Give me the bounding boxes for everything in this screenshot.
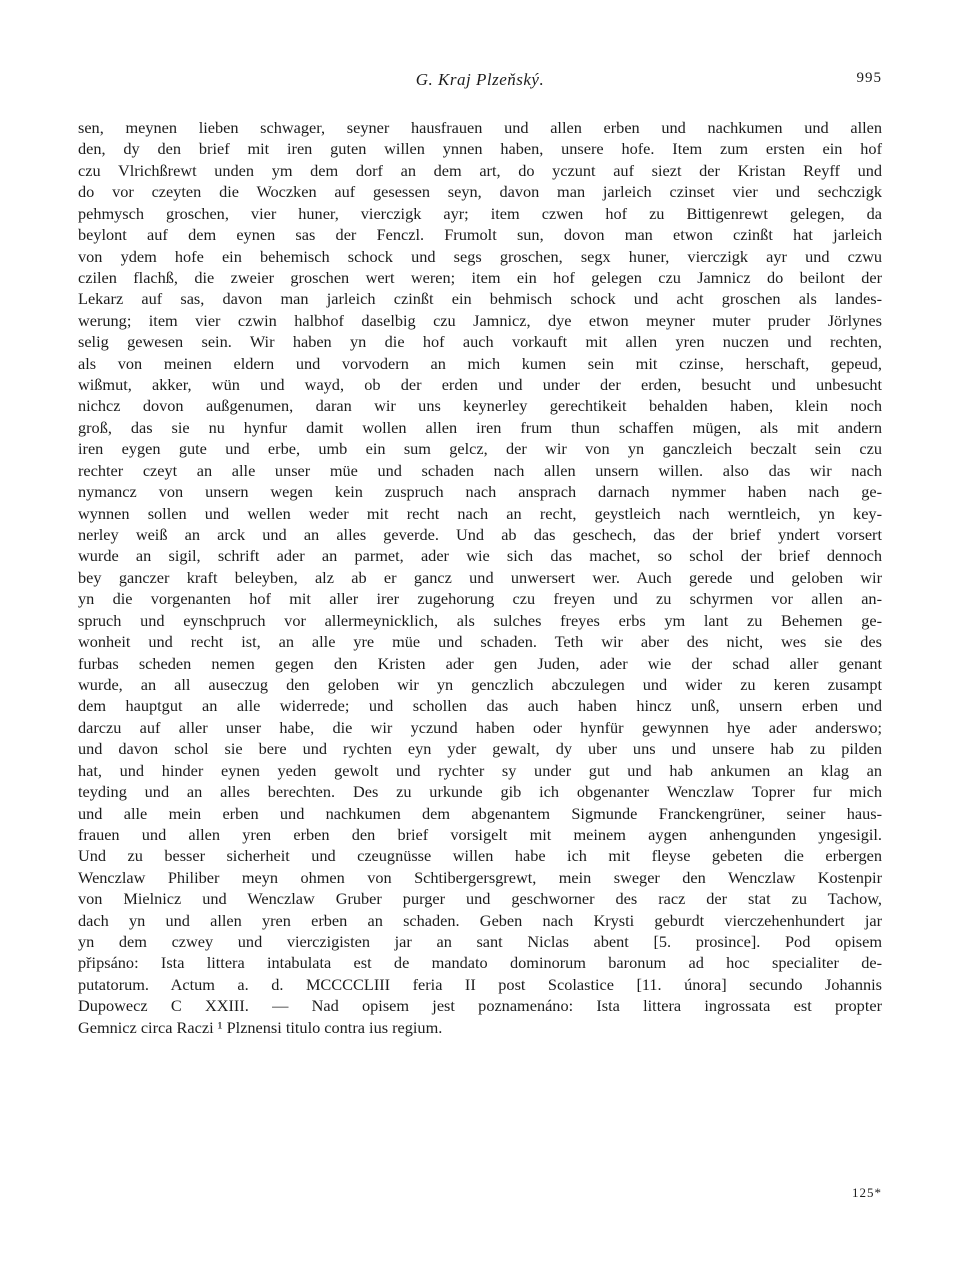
text-line: Dupowecz C XXIII. — Nad opisem jest poznamenáno: Ista littera ingrossata est propter [78, 996, 882, 1016]
text-line: wißmut, akker, wün und wayd, ob der erden und under der erden, besucht und unbesucht [78, 375, 882, 395]
text-line: iren eygen gute und erbe, umb ein sum gelcz, der wir von yn ganczleich beczalt sein czu [78, 439, 882, 459]
text-line: groß, das sie nu hynfur damit wollen allen iren frum thun schaffen mügen, als mit andern [78, 417, 882, 437]
text-line: Lekarz auf sas, davon man jarleich czinßt ein behmisch schock und acht groschen als landes- [78, 289, 882, 309]
text-line: teyding und an alles berechten. Des zu urkunde gib ich obgenanter Wenczlaw Toprer fur mich [78, 782, 882, 802]
text-line: als von meinen eldern und vorvodern an mich kumen sein mit czinse, herschaft, gepeud, [78, 353, 882, 373]
page-header [78, 70, 882, 94]
text-line: Und zu besser sicherheit und czeugnüsse willen habe ich mit fleyse gebeten die erbergen [78, 846, 882, 866]
text-line: und alle mein erben und nachkumen dem abgenantem Sigmunde Franckengrüner, seiner haus- [78, 803, 882, 823]
body-text [78, 117, 882, 1038]
text-line: nymancz von unsern wegen kein zuspruch nach ansprach darnach nymmer haben nach ge- [78, 482, 882, 502]
text-line: czilen flachß, die zweier groschen wert weren; item ein hof gelegen czu Jamnicz do beilont der [78, 267, 882, 287]
text-line: werung; item vier czwin halbhof daselbig czu Jamnicz, dye etwon meyner muter pruder Jörlynes [78, 310, 882, 330]
text-line: von ydem hofe ein behemisch schock und segs groschen, segx huner, vierczigk ayr und czwu [78, 246, 882, 266]
text-line: und davon schol sie bere und rychten eyn yder gewalt, dy uber uns und unsere hab zu pilden [78, 739, 882, 759]
text-line: wonheit und recht ist, an alle yre müe und schaden. Teth wir aber des nicht, wes sie des [78, 632, 882, 652]
text-line: den, dy den brief mit iren guten willen ynnen haben, unsere hofe. Item zum ersten ein hof [78, 139, 882, 159]
text-line: yn die vorgenanten hof mit aller irer zugehorung czu freyen und zu schyrmen vor allen an- [78, 589, 882, 609]
text-line: do vor czeyten die Woczken auf gesessen seyn, davon man jarleich czinset vier und sechczigk [78, 182, 882, 202]
text-line: sen, meynen lieben schwager, seyner hausfrauen und allen erben und nachkumen und allen [78, 118, 882, 137]
text-line: wurde an sigil, schrift ader an parmet, ader wie sich das machet, so schol der brief dennoch [78, 546, 882, 566]
text-line: spruch und eynschpruch vor allermeynicklich, als sulches freyes erbs ym lant zu Behemen ge- [78, 610, 882, 630]
text-line: rechter czeyt an alle unser müe und schaden nach allen unsern willen. also das wir nach [78, 460, 882, 480]
text-line: wynnen sollen und wellen weder mit recht nach an recht, geystleich nach werntleich, yn key- [78, 503, 882, 523]
text-line: Wenczlaw Philiber meyn ohmen von Schtibergersgrewt, mein sweger den Wenczlaw Kostenpir [78, 867, 882, 887]
text-line: von Mielnicz und Wenczlaw Gruber purger und geschworner des racz der stat zu Tachow, [78, 889, 882, 909]
text-line: hat, und hinder eynen yeden gewolt und rychter sy under gut und hab ankumen an klag an [78, 760, 882, 780]
text-line: putatorum. Actum a. d. MCCCCLIII feria II post Scolastice [11. února] secundo Johannis [78, 974, 882, 994]
running-title: G. Kraj Plzeňský. [415, 70, 545, 89]
text-line: beylont auf dem eynen sas der Fenczl. Frumolt sun, dovon man etwon czinßt hat jarleich [78, 225, 882, 245]
text-line: wurde, an all auseczug den geloben wir yn genczlich abczulegen und wider zu keren zusampt [78, 674, 882, 694]
text-line: furbas scheden nemen gegen den Kristen ader gen Juden, ader wie der schad aller genant [78, 653, 882, 673]
text-line: Gemnicz circa Raczi ¹ Plznensi titulo contra ius regium. [78, 1017, 443, 1037]
text-line: nerley weiß an arck und an alles geverde. Und ab das geschech, das der brief yndert vorsert [78, 525, 882, 545]
text-line: frauen und allen yren erben den brief vorsigelt mit meinem aygen anhengunden yngesigil. [78, 824, 882, 844]
text-line: dach yn und allen yren erben an schaden. Geben nach Krysti geburdt vierczehenhundert jar [78, 910, 882, 930]
text-line: bey ganczer kraft beleyben, alz ab er gancz und unwersert wer. Auch gerede und geloben wir [78, 567, 882, 587]
text-line: selig gewesen sein. Wir haben yn die hof auch vorkauft mit allen yren nuczen und rechten, [78, 332, 882, 352]
page-number: 995 [856, 70, 882, 86]
text-line: nichcz dovon außgenumen, daran wir uns keynerley gerechtikeit behalden haben, klein noch [78, 396, 882, 416]
text-line: dem hauptgut an alle widerrede; und schollen das auch haben hincz unß, unsern erben und [78, 696, 882, 716]
text-line: připsáno: Ista littera intabulata est de mandato dominorum baronum ad hoc specialiter de- [78, 953, 882, 973]
signature-mark: 125* [852, 1185, 882, 1200]
text-line: darczu auf aller unser habe, die wir yczund haben oder hynfür gewynnen hye ader anderswo; [78, 717, 882, 737]
text-line: yn dem czwey und vierczigisten jar an sant Niclas abent [5. prosince]. Pod opisem [78, 932, 882, 952]
text-line: czu Vlrichßrewt unden ym dem dorf an dem art, do yczunt auf siezt der Kristan Reyff und [78, 160, 882, 180]
text-line: pehmysch groschen, vier huner, vierczigk ayr; item czwen hof zu Bittigenrewt gelegen, da [78, 203, 882, 223]
